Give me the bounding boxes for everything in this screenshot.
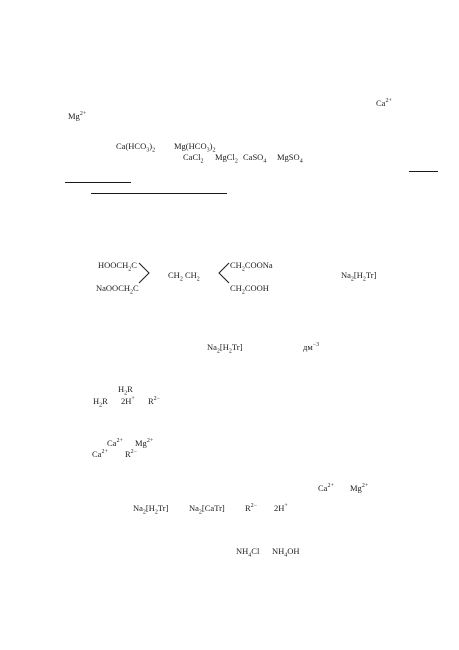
underline-2 [65,182,131,183]
formula-mg-hco3: $Mg(HCO_3)_2$ [174,141,216,154]
formula-mgcl2: MgCl$_2$ [215,152,238,165]
formula-h2r: $H_2R$ [93,396,108,409]
trilon-mid-chain: $CH_2$ $CH_2$ [168,270,200,283]
ion-r-6: $R^{2-}$ [125,449,138,459]
underline-1 [409,171,438,172]
formula-nh4cl: $NH_4Cl$ [236,546,260,559]
ion-ca: $Ca^{2+}$ [376,98,392,108]
trilon-right-top: $CH_2COONa$ [230,260,273,273]
formula-h2r-top: $H_2R$ [118,384,133,397]
ion-ca-6: $Ca^{2+}$ [107,438,123,448]
trilon-left-bottom: NaOOCH$_2$C [96,283,139,296]
ion-mg: $Mg^{2+}$ [68,111,87,121]
formula-mgso4: MgSO$_4$ [277,152,303,165]
formula-na2h2tr: $Na_2[H_2Tr]$ [207,342,243,355]
trilon-left-top: $HOOCH_2C$ [98,260,137,273]
trilon-right-bottom: $CH_2COOH$ [230,283,269,296]
formula-na2h2tr-7: $Na_2[H_2Tr]$ [133,503,169,516]
formula-na2catr: $Na_2[CaTr]$ [189,503,225,516]
ion-ca-6b: $Ca^{2+}$ [92,449,108,459]
ion-mg-6: $Mg^{2+}$ [135,438,154,448]
ion-ca-7: $Ca^{2+}$ [318,483,334,493]
unit-dm3: $дм^{-3}$ [303,342,320,352]
formula-nh4oh: $NH_4OH$ [272,546,300,559]
ion-r: $R^{2-}$ [148,396,161,406]
formula-caso4: CaSO$_4$ [243,152,267,165]
formula-cacl2: CaCl$_2$ [183,152,204,165]
ion-2h-7: 2H+ [274,503,288,513]
trilon-left-bond [138,262,152,286]
trilon-formula: $Na_2[H_2Tr]$ [341,270,377,283]
ion-2h: 2H+ [121,396,135,406]
underline-3 [91,193,227,194]
formula-ca-hco3: $Ca(HCO_3)_2$ [116,141,156,154]
ion-mg-7: $Mg^{2+}$ [350,483,369,493]
ion-r-7: $R^{2-}$ [245,503,258,513]
